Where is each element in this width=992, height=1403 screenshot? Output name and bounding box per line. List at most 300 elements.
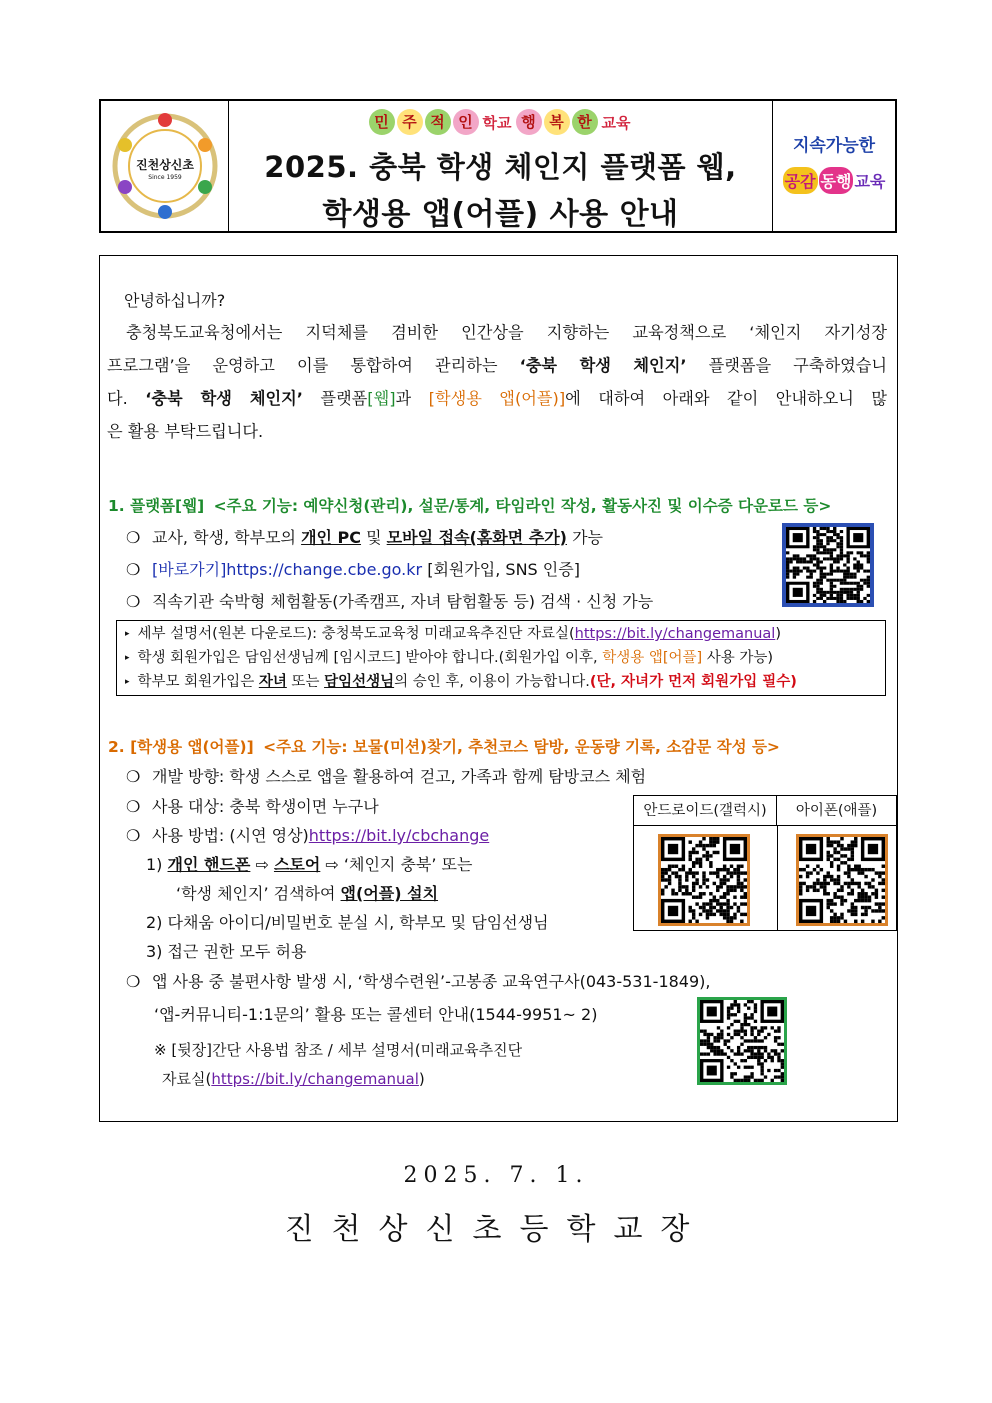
qr-module: [833, 533, 836, 536]
qr-module: [843, 563, 846, 566]
qr-module: [830, 548, 833, 551]
qr-module: [847, 909, 850, 912]
qr-module: [830, 899, 833, 902]
qr-module: [692, 889, 695, 892]
qr-module: [717, 1052, 720, 1055]
qr-module: [830, 840, 833, 843]
qr-module: [840, 889, 843, 892]
qr-module: [695, 861, 698, 864]
qr-module: [878, 871, 881, 874]
qr-module: [737, 885, 740, 888]
qr-module: [820, 539, 823, 542]
qr-module: [863, 554, 866, 557]
qr-module: [878, 902, 881, 905]
qr-module: [820, 591, 823, 594]
qr-module: [757, 1062, 760, 1065]
qr-module: [726, 906, 729, 909]
qr-module: [716, 875, 719, 878]
qr-module: [661, 878, 664, 881]
qr-module: [726, 920, 729, 923]
qr-module: [827, 882, 830, 885]
qr-module: [786, 560, 789, 563]
qr-module: [806, 885, 809, 888]
qr-module: [813, 868, 816, 871]
qr-module: [827, 892, 830, 895]
qr-module: [806, 576, 809, 579]
note-text: 세부 설명서(원본 다운로드): 충청북도교육청 미래교육추진단 자료실(: [137, 626, 575, 642]
qr-module: [726, 885, 729, 888]
qr-module: [709, 892, 712, 895]
qr-module: [851, 868, 854, 871]
qr-module: [806, 871, 809, 874]
qr-module: [840, 913, 843, 916]
qr-module: [850, 551, 853, 554]
qr-module: [678, 889, 681, 892]
qr-module: [830, 539, 833, 542]
qr-module: [707, 1036, 710, 1039]
qr-module: [720, 1049, 723, 1052]
qr-module: [833, 840, 836, 843]
qr-module: [754, 1039, 757, 1042]
qr-module: [837, 844, 840, 847]
qr-module: [851, 847, 854, 850]
qr-module: [806, 865, 809, 868]
qr-module: [820, 579, 823, 582]
qr-module: [737, 878, 740, 881]
qr-module: [813, 563, 816, 566]
qr-module: [723, 895, 726, 898]
qr-module: [740, 865, 743, 868]
qr-module: [816, 560, 819, 563]
qr-module: [734, 1003, 737, 1006]
qr-module: [854, 882, 857, 885]
bullet-text: 사용 대상: 충북 학생이면 누구나: [152, 797, 379, 816]
qr-module: [781, 1059, 784, 1062]
qr-module: [702, 909, 705, 912]
qr-module: [740, 902, 743, 905]
section-1-bullet-1: [126, 528, 603, 548]
qr-module: [699, 840, 702, 843]
manual-link[interactable]: https://bit.ly/changemanual: [574, 626, 776, 642]
section-1-heading: [108, 496, 831, 516]
qr-module: [724, 1039, 727, 1042]
qr-module: [863, 597, 866, 600]
qr-module: [702, 837, 705, 840]
qr-module: [740, 889, 743, 892]
qr-module: [727, 1033, 730, 1036]
qr-module: [803, 560, 806, 563]
qr-module: [744, 1030, 747, 1033]
qr-module: [706, 858, 709, 861]
qr-module: [692, 895, 695, 898]
qr-module: [671, 871, 674, 874]
qr-module: [767, 1056, 770, 1059]
qr-module: [868, 885, 871, 888]
qr-module: [726, 878, 729, 881]
intro-line-2: [107, 356, 887, 376]
qr-module: [846, 576, 849, 579]
qr-module: [840, 545, 843, 548]
qr-module: [840, 861, 843, 864]
qr-module: [757, 1056, 760, 1059]
qr-module: [846, 567, 849, 570]
qr-module: [757, 1059, 760, 1062]
qr-module: [860, 585, 863, 588]
qr-module: [854, 909, 857, 912]
qr-module: [706, 854, 709, 857]
qr-module: [823, 889, 826, 892]
qr-module: [871, 878, 874, 881]
qr-module: [840, 554, 843, 557]
qr-module: [816, 889, 819, 892]
qr-module: [840, 539, 843, 542]
qr-module: [830, 591, 833, 594]
qr-module: [750, 1000, 753, 1003]
qr-module: [816, 548, 819, 551]
qr-module: [846, 557, 849, 560]
qr-module: [740, 871, 743, 874]
qr-module: [737, 1020, 740, 1023]
shortcut-link[interactable]: [바로가기]https://change.cbe.go.kr: [152, 560, 423, 579]
qr-module: [771, 1059, 774, 1062]
qr-module: [850, 594, 853, 597]
qr-module: [737, 875, 740, 878]
qr-module: [713, 844, 716, 847]
qr-module: [846, 588, 849, 591]
qr-module: [744, 878, 747, 881]
qr-module: [713, 851, 716, 854]
qr-module: [777, 1056, 780, 1059]
qr-module: [878, 920, 881, 923]
required-note: (단, 자녀가 먼저 회원가입 필수): [589, 674, 797, 690]
qr-module: [816, 585, 819, 588]
qr-module: [750, 1072, 753, 1075]
qr-module: [826, 530, 829, 533]
demo-video-link[interactable]: https://bit.ly/cbchange: [308, 826, 490, 845]
qr-module: [844, 847, 847, 850]
intro-text: 충청북도교육청에서는 지덕체를 겸비한 인간상을 지향하는 교육정책으로 ‘체인지 자기성장: [126, 323, 887, 342]
qr-module: [846, 560, 849, 563]
qr-module: [860, 579, 863, 582]
qr-module: [713, 1046, 716, 1049]
qr-module: [671, 865, 674, 868]
qr-module: [851, 854, 854, 857]
qr-module: [760, 1062, 763, 1065]
qr-module: [710, 1043, 713, 1046]
qr-module: [823, 545, 826, 548]
qr-module: [803, 567, 806, 570]
qr-module: [851, 840, 854, 843]
qr-module: [689, 868, 692, 871]
qr-module: [868, 899, 871, 902]
qr-module: [717, 1026, 720, 1029]
qr-module: [719, 868, 722, 871]
qr-module: [730, 1059, 733, 1062]
qr-module: [740, 1026, 743, 1029]
qr-module: [816, 542, 819, 545]
qr-module: [867, 600, 870, 603]
qr-module: [827, 902, 830, 905]
qr-module: [744, 871, 747, 874]
qr-module: [781, 1043, 784, 1046]
qr-module: [861, 920, 864, 923]
qr-module: [826, 573, 829, 576]
qr-module: [854, 865, 857, 868]
qr-module: [764, 1049, 767, 1052]
qr-module: [847, 882, 850, 885]
qr-module: [854, 840, 857, 843]
qr-module: [726, 871, 729, 874]
qr-finder: [806, 844, 816, 854]
qr-module: [820, 597, 823, 600]
qr-module: [719, 882, 722, 885]
store-label: 스토어: [273, 855, 321, 874]
qr-module: [823, 573, 826, 576]
slogan-ball: 행: [516, 109, 542, 135]
qr-module: [707, 1039, 710, 1042]
qr-module: [747, 1016, 750, 1019]
qr-module: [868, 906, 871, 909]
bullet-circle: ❍: [126, 826, 141, 845]
qr-module: [861, 913, 864, 916]
qr-module: [816, 588, 819, 591]
qr-module: [840, 895, 843, 898]
qr-module: [713, 1052, 716, 1055]
qr-module: [730, 1003, 733, 1006]
qr-module: [740, 882, 743, 885]
qr-module: [692, 882, 695, 885]
qr-finder: [806, 906, 816, 916]
qr-module: [720, 1052, 723, 1055]
qr-module: [747, 1066, 750, 1069]
slogan-word: 학교: [482, 113, 512, 132]
qr-module: [799, 557, 802, 560]
qr-module: [830, 854, 833, 857]
qr-module: [851, 882, 854, 885]
qr-module: [781, 1075, 784, 1078]
bullet-circle: ❍: [126, 767, 141, 786]
qr-module: [678, 875, 681, 878]
qr-module: [675, 865, 678, 868]
qr-module: [810, 557, 813, 560]
qr-module: [857, 868, 860, 871]
qr-module: [730, 865, 733, 868]
qr-module: [833, 539, 836, 542]
qr-module: [854, 844, 857, 847]
qr-module: [781, 1079, 784, 1082]
qr-module: [861, 889, 864, 892]
qr-module: [833, 557, 836, 560]
qr-module: [846, 591, 849, 594]
qr-module: [843, 579, 846, 582]
step-1: [146, 855, 472, 875]
qr-module: [740, 1079, 743, 1082]
qr-module: [709, 854, 712, 857]
qr-module: [830, 551, 833, 554]
intro-line-1: [107, 323, 887, 343]
qr-module: [689, 858, 692, 861]
qr-module: [830, 878, 833, 881]
qr-module: [703, 1052, 706, 1055]
qr-module: [816, 536, 819, 539]
bullet-circle: ❍: [126, 528, 141, 547]
qr-module: [747, 1079, 750, 1082]
qr-module: [796, 557, 799, 560]
qr-module: [713, 1036, 716, 1039]
qr-module: [836, 554, 839, 557]
qr-module: [689, 920, 692, 923]
qr-module: [777, 1026, 780, 1029]
school-logo-text: 진천상신초: [136, 158, 194, 172]
qr-module: [827, 899, 830, 902]
qr-module: [837, 889, 840, 892]
qr-module: [716, 909, 719, 912]
qr-module: [689, 871, 692, 874]
qr-module: [734, 1020, 737, 1023]
qr-module: [689, 892, 692, 895]
qr-module: [720, 1036, 723, 1039]
qr-module: [744, 1033, 747, 1036]
qr-module: [827, 858, 830, 861]
qr-module: [734, 1079, 737, 1082]
qr-module: [781, 1062, 784, 1065]
qr-module: [716, 868, 719, 871]
qr-module: [771, 1056, 774, 1059]
qr-module: [702, 882, 705, 885]
qr-module: [803, 557, 806, 560]
qr-module: [733, 902, 736, 905]
qr-module: [826, 557, 829, 560]
intro-text: 과: [395, 389, 429, 408]
qr-module: [820, 582, 823, 585]
qr-module: [744, 1016, 747, 1019]
qr-module: [733, 871, 736, 874]
qr-module: [720, 1033, 723, 1036]
qr-module: [661, 868, 664, 871]
qr-module: [703, 1039, 706, 1042]
qr-module: [678, 885, 681, 888]
iphone-qr-code[interactable]: [796, 834, 888, 926]
qr-module: [857, 588, 860, 591]
bullet-text: 가능: [567, 528, 603, 547]
qr-module: [719, 885, 722, 888]
qr-module: [823, 885, 826, 888]
qr-module: [713, 1049, 716, 1052]
qr-module: [816, 557, 819, 560]
qr-module: [847, 847, 850, 850]
qr-module: [744, 902, 747, 905]
child-label: 자녀: [258, 674, 287, 690]
qr-module: [826, 548, 829, 551]
qr-module: [692, 909, 695, 912]
intro-line-3: [107, 389, 887, 409]
section-1-number: 1.: [108, 497, 125, 515]
qr-module: [709, 909, 712, 912]
qr-module: [700, 1043, 703, 1046]
qr-module: [847, 844, 850, 847]
qr-module: [702, 844, 705, 847]
qr-module: [730, 1072, 733, 1075]
qr-module: [857, 895, 860, 898]
qr-module: [740, 1023, 743, 1026]
qr-module: [737, 868, 740, 871]
qr-module: [843, 591, 846, 594]
teacher-label: 담임선생님: [324, 674, 395, 690]
qr-module: [726, 868, 729, 871]
qr-module: [786, 563, 789, 566]
qr-module: [830, 536, 833, 539]
qr-module: [837, 920, 840, 923]
note-bullet: ▸: [125, 677, 130, 687]
qr-module: [734, 1072, 737, 1075]
qr-module: [813, 548, 816, 551]
qr-module: [706, 909, 709, 912]
section-1-notes: [116, 620, 886, 696]
qr-module: [710, 1049, 713, 1052]
qr-module: [724, 1043, 727, 1046]
qr-module: [816, 597, 819, 600]
qr-module: [675, 871, 678, 874]
step-text: ⇨ ‘체인지 충북’ 또는: [320, 855, 473, 874]
qr-module: [871, 909, 874, 912]
title-line-1: 2025. 충북 학생 체인지 플랫폼 웹,: [264, 150, 737, 184]
qr-module: [727, 1046, 730, 1049]
qr-module: [853, 567, 856, 570]
manual-qr-code[interactable]: [697, 997, 787, 1085]
manual-link[interactable]: https://bit.ly/changemanual: [211, 1070, 419, 1088]
qr-module: [843, 570, 846, 573]
qr-module: [692, 865, 695, 868]
qr-module: [713, 913, 716, 916]
qr-module: [764, 1026, 767, 1029]
qr-module: [740, 885, 743, 888]
android-qr-code[interactable]: [658, 834, 750, 926]
qr-module: [836, 567, 839, 570]
qr-module: [750, 1049, 753, 1052]
qr-module: [702, 847, 705, 850]
qr-module: [840, 557, 843, 560]
qr-module: [820, 551, 823, 554]
qr-module: [840, 902, 843, 905]
qr-module: [816, 567, 819, 570]
section-2-bullet-1: [126, 767, 646, 787]
qr-module: [744, 1013, 747, 1016]
web-qr-code[interactable]: [782, 523, 874, 607]
note-text: ): [775, 626, 781, 642]
qr-module: [786, 576, 789, 579]
qr-module: [830, 909, 833, 912]
qr-module: [692, 847, 695, 850]
qr-module: [695, 851, 698, 854]
qr-module: [706, 878, 709, 881]
bullet-text: 및: [361, 528, 387, 547]
qr-module: [837, 878, 840, 881]
qr-module: [840, 582, 843, 585]
slogan-ball: 한: [572, 109, 598, 135]
qr-module: [744, 1003, 747, 1006]
qr-module: [685, 885, 688, 888]
qr-module: [668, 868, 671, 871]
qr-module: [857, 560, 860, 563]
qr-module: [668, 875, 671, 878]
qr-module: [744, 895, 747, 898]
qr-module: [827, 854, 830, 857]
qr-module: [857, 570, 860, 573]
qr-module: [730, 1075, 733, 1078]
qr-module: [823, 551, 826, 554]
qr-module: [854, 906, 857, 909]
qr-module: [875, 895, 878, 898]
